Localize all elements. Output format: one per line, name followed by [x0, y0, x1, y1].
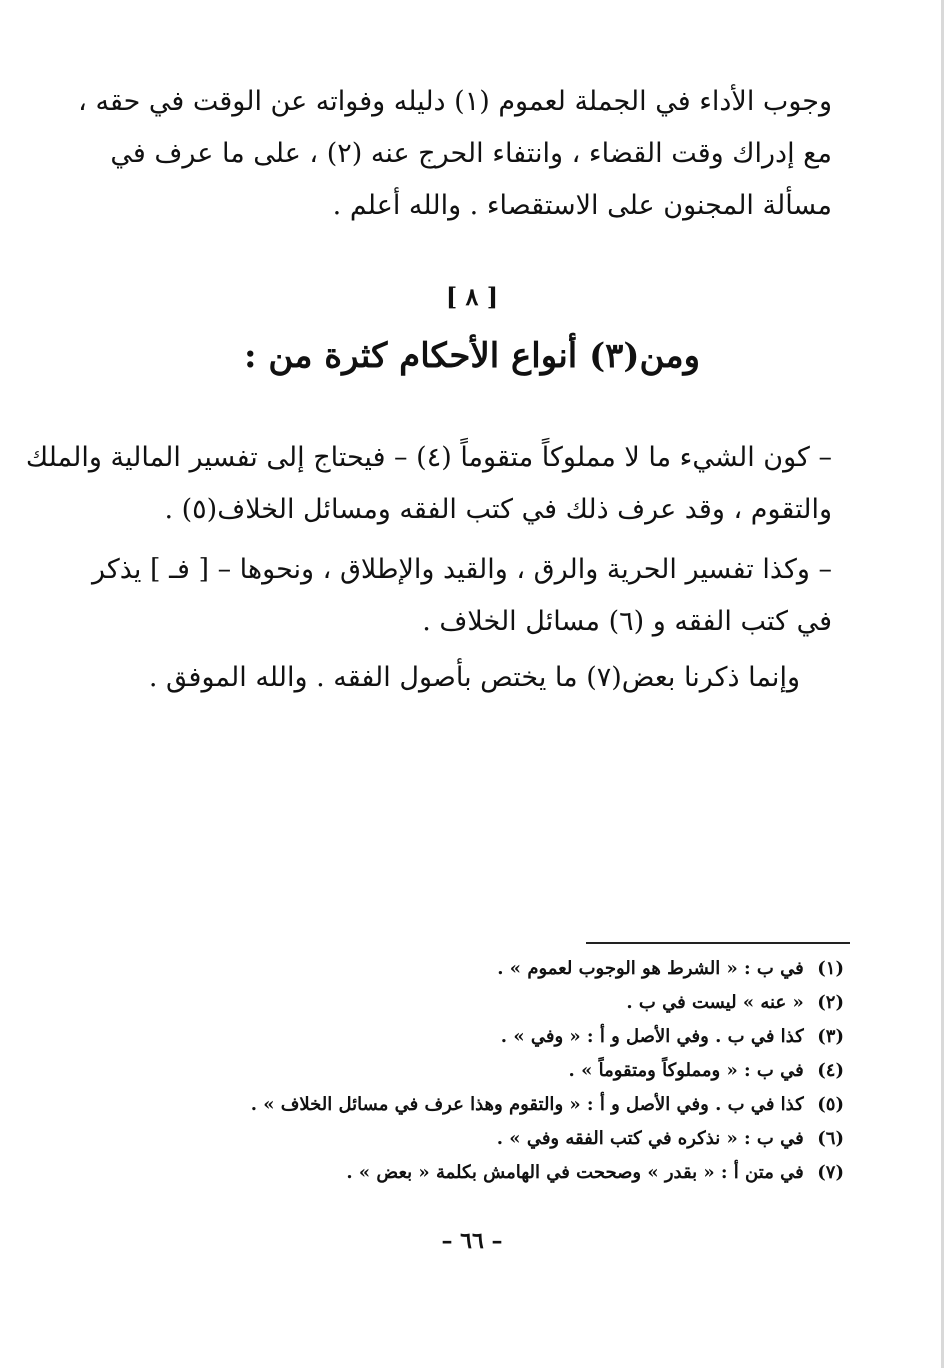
paragraph-line: – كون الشيء ما لا مملوكاً متقوماً (٤) – فيحتاج إلى تفسير المالية والملك [25, 442, 832, 473]
footnote-text: في ب : « نذكره في كتب الفقه وفي » . [496, 1128, 804, 1149]
paragraph-line: وجوب الأداء في الجملة لعموم (١) دليله وفواته عن الوقت في حقه ، [78, 86, 832, 117]
paragraph-line: والتقوم ، وقد عرف ذلك في كتب الفقه ومسائل الخلاف(٥) . [164, 494, 832, 525]
paragraph-line: في كتب الفقه و (٦) مسائل الخلاف . [422, 606, 832, 637]
footnote-number: (٥) [817, 1094, 844, 1115]
footnote-text: في ب : « ومملوكاً ومتقوماً » . [568, 1060, 804, 1081]
paragraph-line: مع إدراك وقت القضاء ، وانتفاء الحرج عنه (٢) ، على ما عرف في [110, 138, 832, 169]
page-number: – ٦٦ – [441, 1228, 503, 1254]
footnote-item [224, 1020, 844, 1054]
footnote-number: (٢) [817, 992, 844, 1013]
footnote-divider [586, 942, 850, 944]
footnote-number: (٤) [817, 1060, 844, 1081]
footnote-number: (٦) [817, 1128, 844, 1149]
footnote-text: كذا في ب . وفي الأصل و أ : « وفي » . [500, 1026, 804, 1047]
paragraph-line: – وكذا تفسير الحرية والرق ، والقيد والإطلاق ، ونحوها – [ فـ ] يذكر [91, 554, 832, 585]
footnote-item [224, 986, 844, 1020]
section-number: [ ٨ ] [445, 282, 499, 311]
footnote-text: كذا في ب . وفي الأصل و أ : « والتقوم وهذا عرف في مسائل الخلاف » . [250, 1094, 804, 1115]
footnote-number: (١) [817, 958, 844, 979]
footnote-item [224, 1156, 844, 1190]
footnote-text: في متن أ : « بقدر » وصححت في الهامش بكلمة « بعض » . [346, 1162, 804, 1183]
paragraph-property [25, 432, 832, 536]
footnote-number: (٧) [817, 1162, 844, 1183]
footnote-text: « عنه » ليست في ب . [626, 992, 804, 1013]
paragraph-closing [150, 652, 800, 704]
paragraph-freedom [60, 544, 832, 648]
footnote-item [224, 952, 844, 986]
paragraph-line: وإنما ذكرنا بعض(٧) ما يختص بأصول الفقه . والله الموفق . [148, 662, 800, 693]
section-heading: ومن(٣) أنواع الأحكام كثرة من : [243, 336, 701, 376]
paragraph-line: مسألة المجنون على الاستقصاء . والله أعلم . [332, 190, 832, 221]
footnote-text: في ب : « الشرط هو الوجوب لعموم » . [497, 958, 804, 979]
footnote-item [224, 1088, 844, 1122]
footnote-item [224, 1054, 844, 1088]
footnote-number: (٣) [817, 1026, 844, 1047]
paragraph-continuation [60, 76, 832, 232]
footnote-item [224, 1122, 844, 1156]
footnotes-list [224, 952, 844, 1190]
